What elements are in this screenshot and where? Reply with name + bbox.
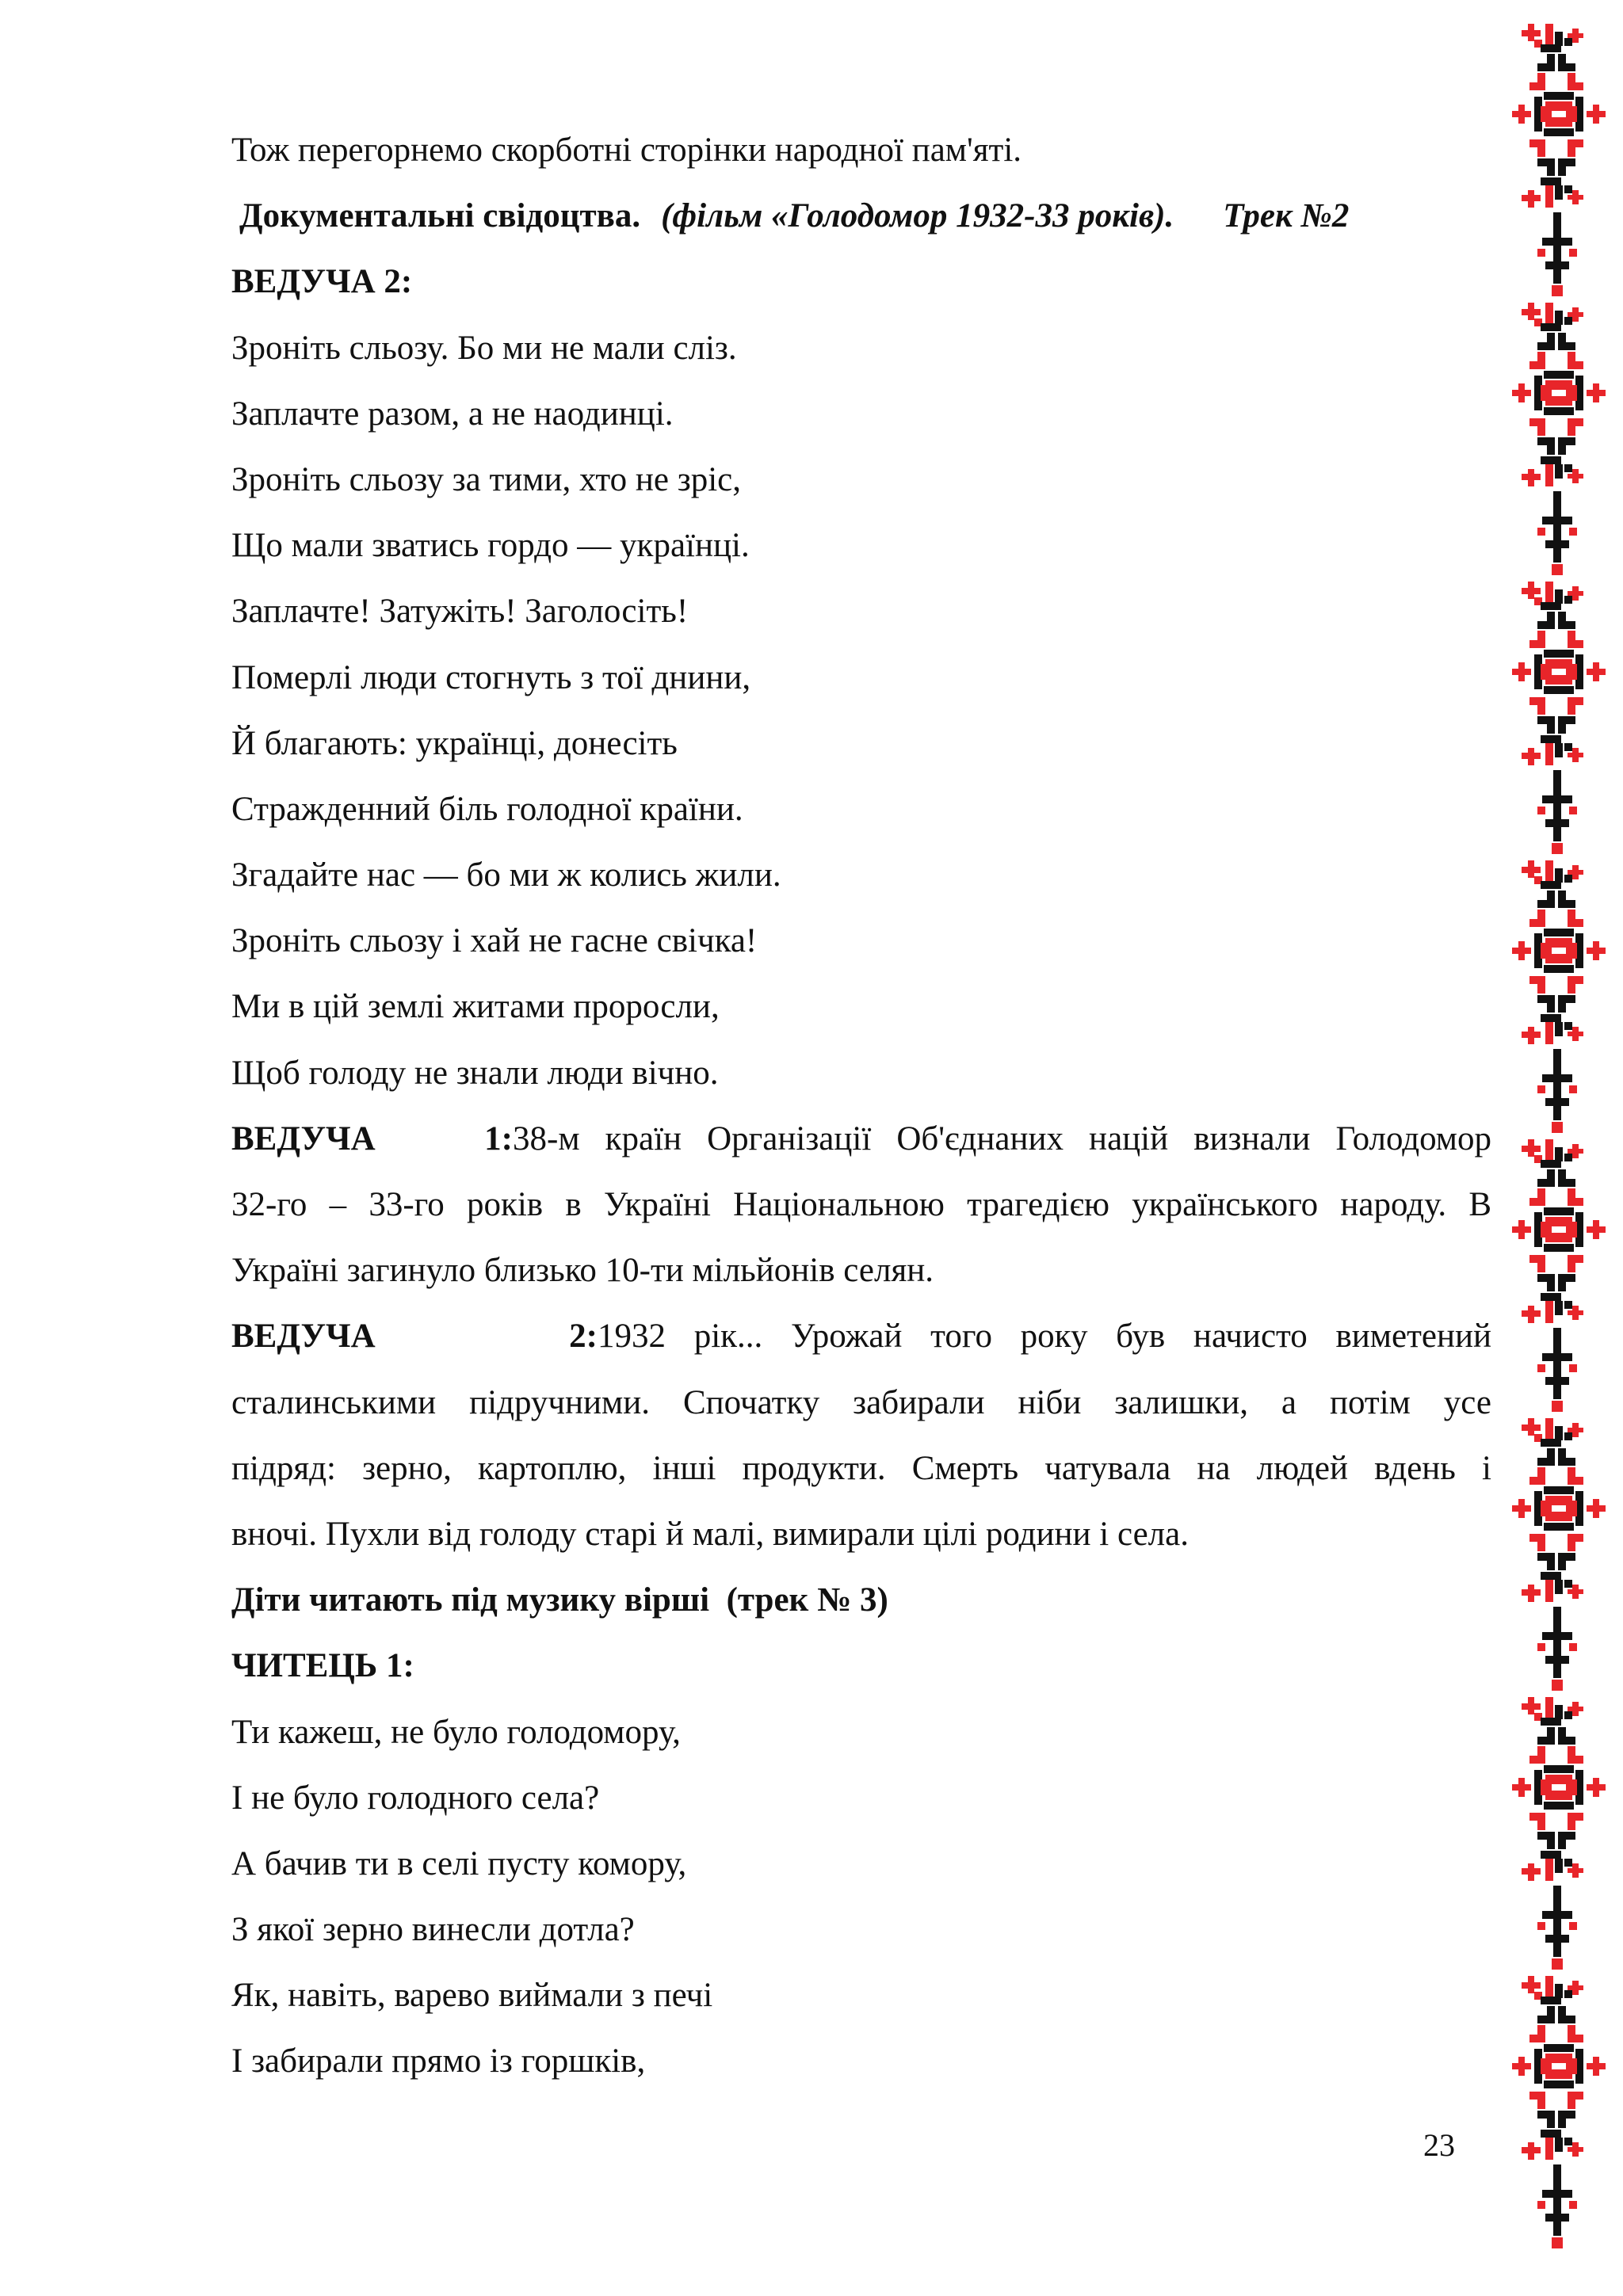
page-number: 23 — [1423, 2127, 1455, 2163]
paragraph-line — [231, 1303, 1491, 1369]
documentary-heading — [231, 183, 1491, 249]
paragraph-text: 1932 рік... Урожай того року був начисто виметений — [598, 1318, 1491, 1356]
text-line: Тож перегорнемо скорботні сторінки народної пам'яті. — [231, 132, 1022, 169]
poem-line: Заплачте! Затужіть! Заголосіть! — [231, 593, 689, 631]
poem-line: І не було голодного села? — [231, 1779, 600, 1817]
paragraph-line: вночі. Пухли від голоду старі й малі, вимирали цілі родини і села. — [231, 1515, 1189, 1553]
poem-line: Стражденний біль голодної країни. — [231, 790, 743, 828]
paragraph-text: 38-м країн Організації Об'єднаних націй визнали Голодомор — [513, 1119, 1491, 1158]
speaker-heading: ЧИТЕЦЬ 1: — [231, 1647, 414, 1685]
poem-line: Ти кажеш, не було голодомору, — [231, 1713, 681, 1751]
page-body — [231, 117, 1491, 2095]
poem-line: Ми в цій землі житами проросли, — [231, 988, 720, 1026]
paragraph-line — [231, 1106, 1491, 1172]
documentary-title: Документальні свідоцтва. — [239, 197, 641, 235]
speaker-heading: ВЕДУЧА 2: — [231, 263, 413, 301]
paragraph-line: Україні загинуло близько 10-ти мільйонів селян. — [231, 1252, 934, 1290]
poem-line: Як, навіть, варево виймали з печі — [231, 1977, 713, 2015]
film-reference: (фільм «Голодомор 1932-33 років). — [661, 197, 1174, 235]
poem-line: А бачив ти в селі пусту комору, — [231, 1844, 687, 1882]
speaker-label: ВЕДУЧА 2: — [231, 1318, 598, 1356]
stage-direction: Діти читають під музику вірші (трек № 3) — [231, 1581, 888, 1619]
poem-line: Що мали зватись гордо — українці. — [231, 527, 750, 565]
poem-line: Й благають: українці, донесіть — [231, 724, 678, 762]
track-label: Трек №2 — [1223, 197, 1350, 235]
speaker-label: ВЕДУЧА 1: — [231, 1119, 513, 1158]
paragraph-line: 32-го – 33-го років в Україні Національною трагедією українського народу. В — [231, 1186, 1491, 1223]
poem-line: Заплачте разом, а не наодинці. — [231, 395, 674, 433]
poem-line: З якої зерно винесли дотла? — [231, 1911, 635, 1949]
paragraph-line: сталинськими підручними. Спочатку забирали ніби залишки, а потім усе — [231, 1383, 1491, 1421]
poem-line: І забирали прямо із горшків, — [231, 2042, 646, 2081]
paragraph-line: підряд: зерно, картоплю, інші продукти. Смерть чатувала на людей вдень і — [231, 1449, 1491, 1487]
poem-line: Зроніть сльозу. Бо ми не мали сліз. — [231, 329, 737, 367]
poem-line: Зроніть сльозу і хай не гасне свічка! — [231, 922, 758, 960]
poem-line: Померлі люди стогнуть з тої днини, — [231, 658, 751, 696]
poem-line: Зроніть сльозу за тими, хто не зріс, — [231, 460, 742, 498]
poem-line: Згадайте нас — бо ми ж колись жили. — [231, 856, 781, 894]
poem-line: Щоб голоду не знали люди вічно. — [231, 1054, 719, 1092]
embroidery-border-icon — [1506, 24, 1617, 2290]
